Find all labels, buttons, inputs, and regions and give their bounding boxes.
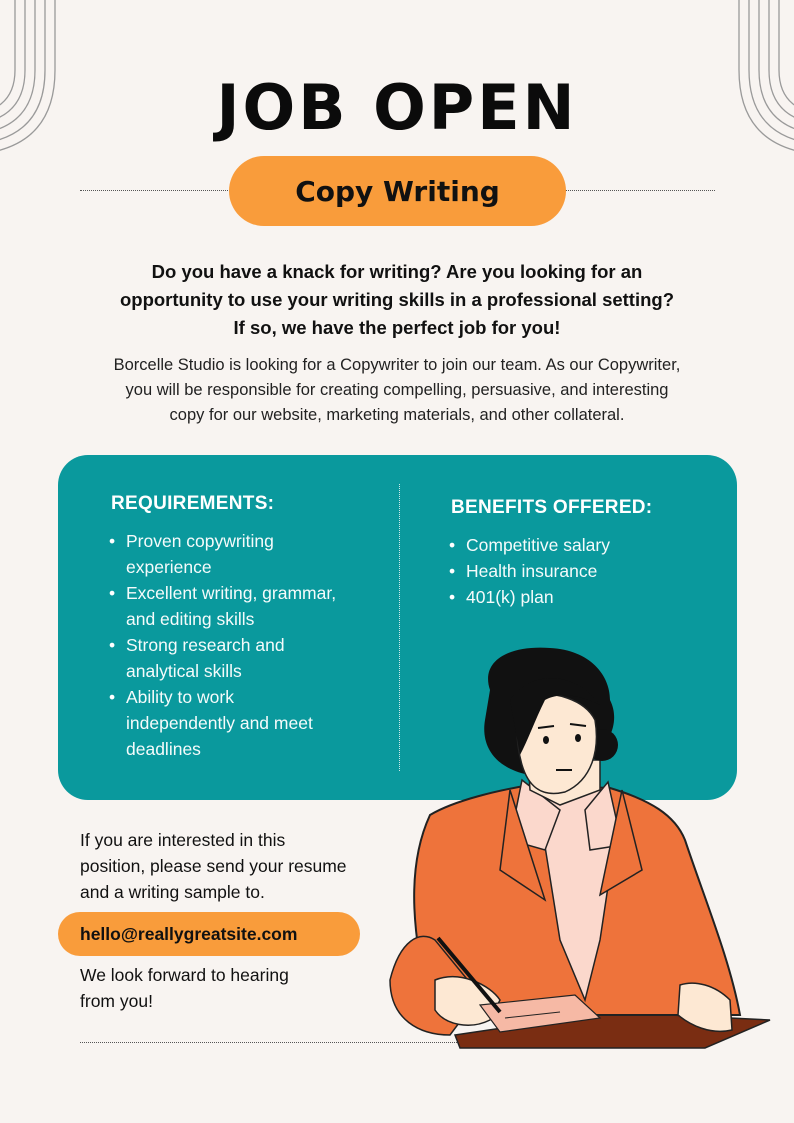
role-pill xyxy=(229,156,566,226)
list-item: • Excellent writing, grammar, and editing skills xyxy=(126,580,406,632)
woman-writing-illustration-icon xyxy=(360,640,780,1060)
requirements-heading: REQUIREMENTS: xyxy=(111,493,275,514)
description-line: you will be responsible for creating compelling, persuasive, and interesting xyxy=(125,381,669,399)
lead-line: Do you have a knack for writing? Are you looking for an xyxy=(151,261,643,282)
closing-message: We look forward to hearing from you! xyxy=(80,965,289,1011)
email-link[interactable]: hello@reallygreatsite.com xyxy=(80,923,298,944)
list-item: • Proven copywriting experience xyxy=(126,528,406,580)
description-line: Borcelle Studio is looking for a Copywriter to join our team. As our Copywriter, xyxy=(113,356,681,374)
list-item: • Competitive salary xyxy=(466,532,726,558)
description-paragraph xyxy=(70,353,724,428)
divider-left xyxy=(80,190,230,191)
list-item: • Health insurance xyxy=(466,558,726,584)
description-line: copy for our website, marketing materials, and other collateral. xyxy=(169,406,625,424)
contact-instructions: If you are interested in this position, please send your resume and a writing sample to. xyxy=(80,830,347,902)
poster-title: JOB OPEN xyxy=(216,71,578,144)
benefits-heading: BENEFITS OFFERED: xyxy=(451,497,653,518)
lead-paragraph xyxy=(60,258,734,342)
divider-right xyxy=(565,190,715,191)
email-pill[interactable] xyxy=(58,912,360,956)
list-item: • Strong research and analytical skills xyxy=(126,632,406,684)
list-item: • 401(k) plan xyxy=(466,584,726,610)
list-item: • Ability to work independently and meet deadlines xyxy=(126,684,406,762)
lead-line: opportunity to use your writing skills in a professional setting? xyxy=(119,289,675,310)
role-label: Copy Writing xyxy=(295,174,500,208)
lead-line: If so, we have the perfect job for you! xyxy=(233,317,561,338)
benefits-list xyxy=(446,532,726,610)
